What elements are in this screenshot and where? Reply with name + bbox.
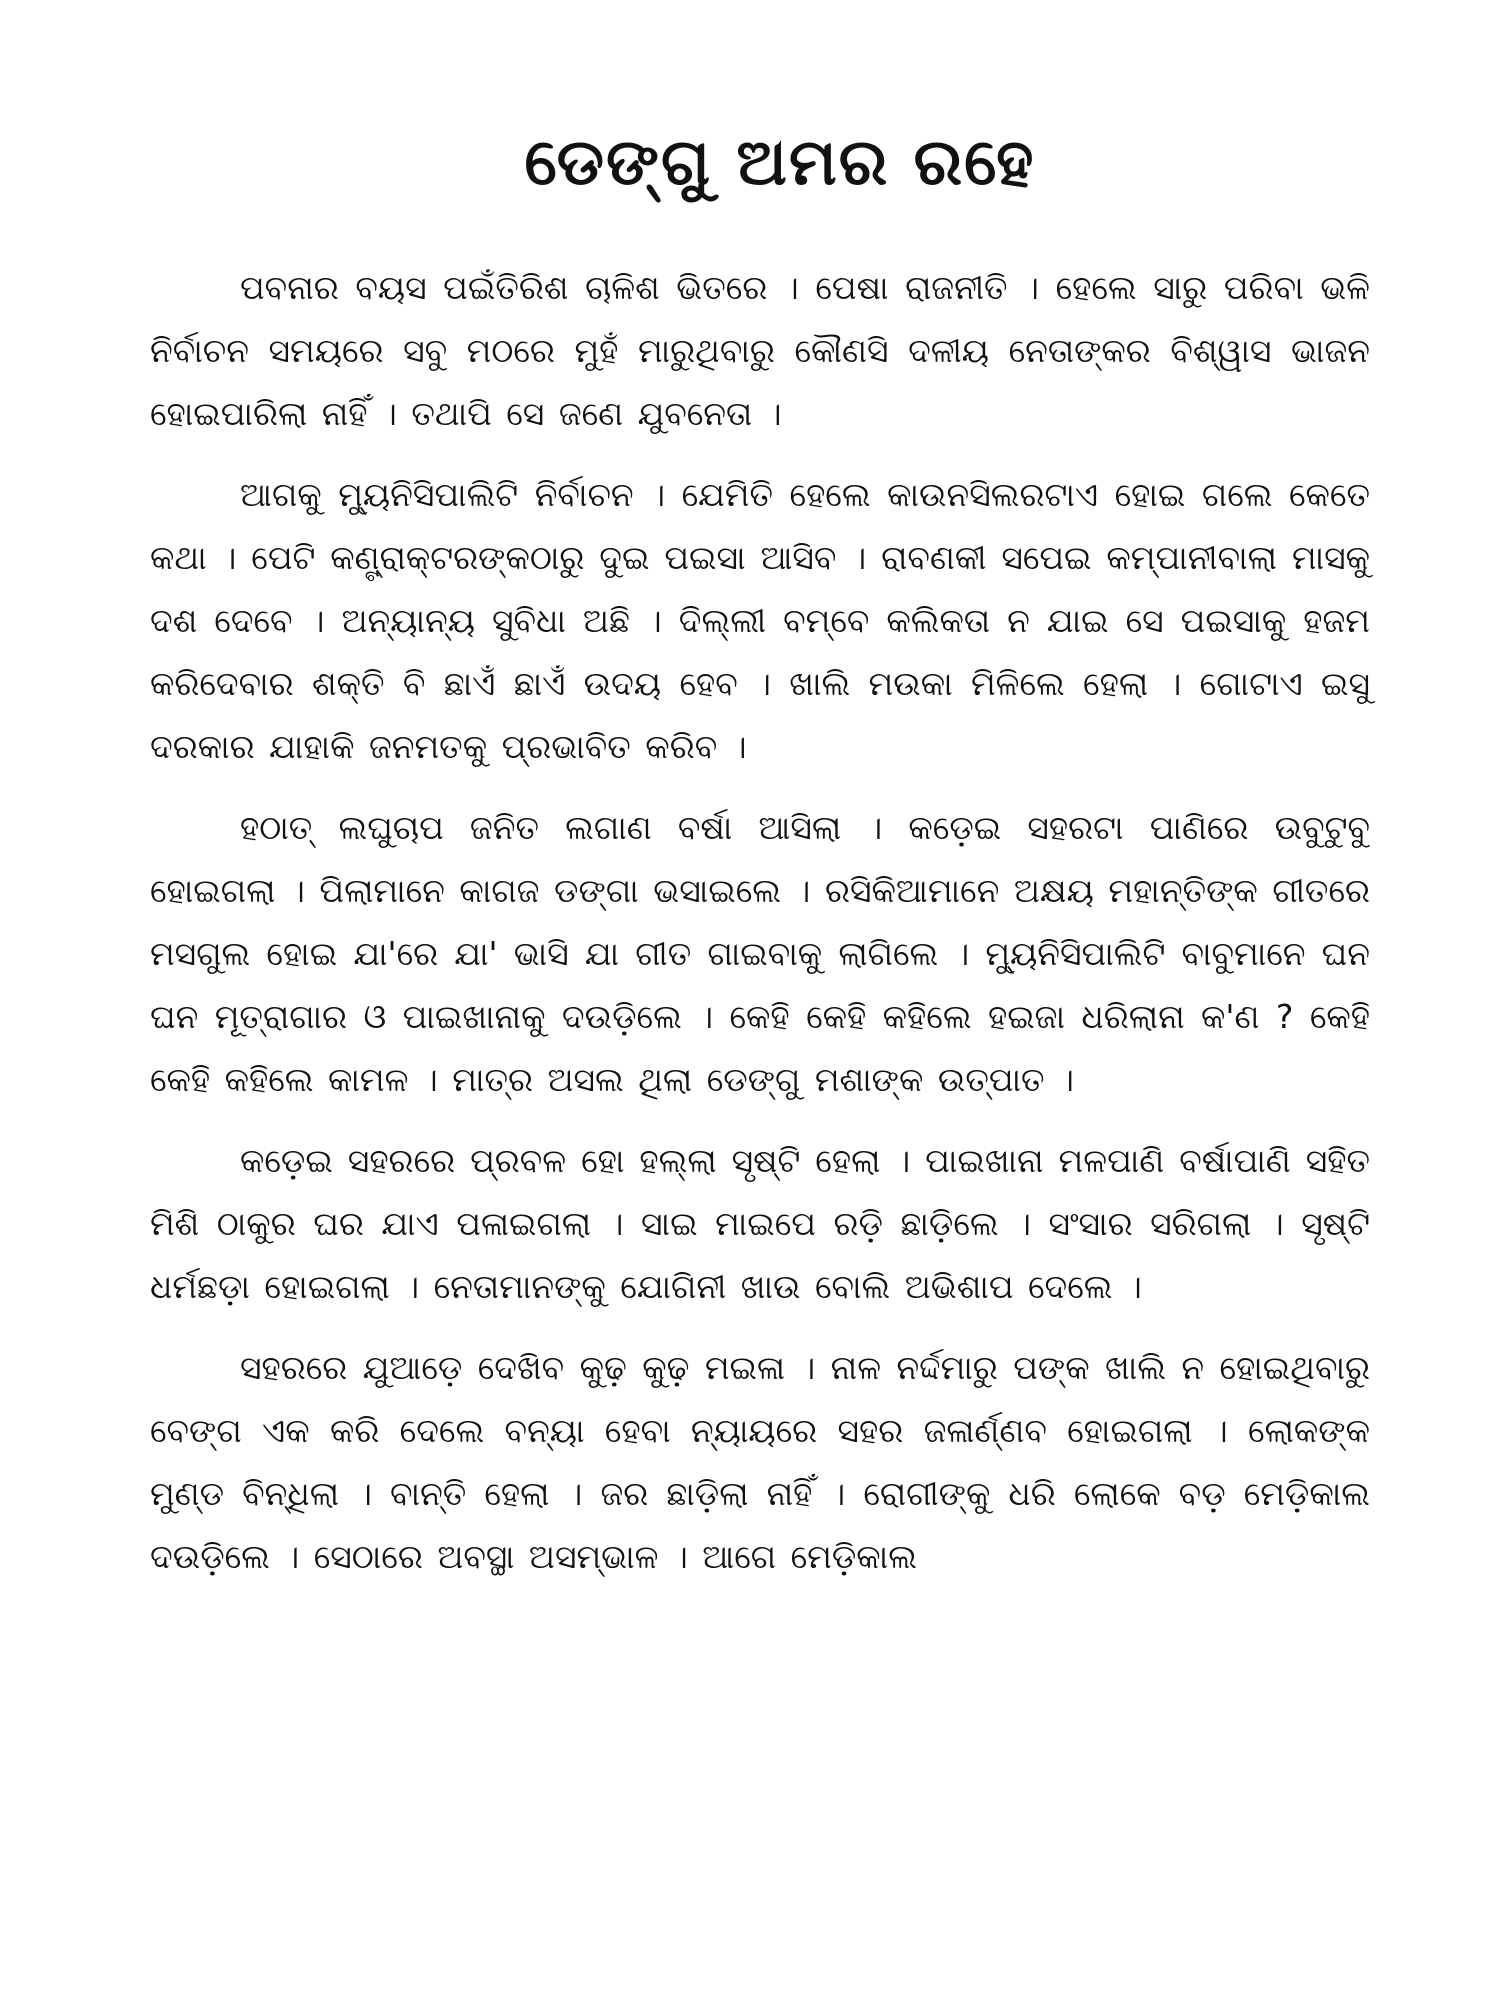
paragraph-1: ପବନାର ବୟସ ପଇଁତିରିଶ ଚାଳିଶ ଭିତରେ । ପେଷା ରାଜନୀତି । ହେଲେ ସାରୁ ପରିବା ଭଳି ନିର୍ବାଚନ ସମୟରେ ସବୁ ମଠରେ ମୁହଁ ମାରୁଥିବାରୁ କୌଣସି ଦଳୀୟ ନେତାଙ୍କର ବିଶ୍ୱାସ ଭାଜନ ହୋଇପାରିଲା ନାହିଁ । ତଥାପି ସେ ଜଣେ ଯୁବନେତା । — [150, 268, 1370, 433]
body-text — [150, 256, 1370, 1588]
document-page — [150, 115, 1370, 1955]
paragraph-4: କଡ଼େଇ ସହରରେ ପ୍ରବଳ ହୋ ହଲ୍ଲା ସୃଷ୍ଟି ହେଲା । ପାଇଖାନା ମଳପାଣି ବର୍ଷାପାଣି ସହିତ ମିଶି ଠାକୁର ଘର ଯାଏ ପଳାଇଗଲା । ସାଇ ମାଇପେ ରଡ଼ି ଛାଡ଼ିଲେ । ସଂସାର ସରିଗଲା । ସୃଷ୍ଟି ଧର୍ମଛଡ଼ା ହୋଇଗଲା । ନେତାମାନଙ୍କୁ ଯୋଗିନୀ ଖାଉ ବୋଲି ଅଭିଶାପ ଦେଲେ । — [150, 1141, 1370, 1306]
page-title: ଡେଙ୍ଗୁ ଅମର ରହେ — [524, 126, 1036, 200]
paragraph-3: ହଠାତ୍ ଲଘୁଚାପ ଜନିତ ଲଗାଣ ବର୍ଷା ଆସିଲା । କଡ଼େଇ ସହରଟା ପାଣିରେ ଉବୁଟୁବୁ ହୋଇଗଲା । ପିଲାମାନେ କାଗଜ ଡଙ୍ଗା ଭସାଇଲେ । ରସିକିଆମାନେ ଅକ୍ଷୟ ମହାନ୍ତିଙ୍କ ଗୀତରେ ମସଗୁଲ ହୋଇ ଯା'ରେ ଯା' ଭାସି ଯା ଗୀତ ଗାଇବାକୁ ଲାଗିଲେ । ମ୍ୟୁନିସିପାଲିଟି ବାବୁମାନେ ଘନ ଘନ ମୂତ୍ରାଗାର ଓ ପାଇଖାନାକୁ ଦଉଡ଼ିଲେ । କେହି କେହି କହିଲେ ହଇଜା ଧରିଲାନା କ'ଣ ? କେହି କେହି କହିଲେ କାମଳ । ମାତ୍ର ଅସଲ ଥିଲା ଡେଙ୍ଗୁ ମଶାଙ୍କ ଉତ୍ପାତ । — [150, 808, 1370, 1099]
paragraph-2: ଆଗକୁ ମ୍ୟୁନିସିପାଲିଟି ନିର୍ବାଚନ । ଯେମିତି ହେଲେ କାଉନସିଲରଟାଏ ହୋଇ ଗଲେ କେତେ କଥା । ପେଟି କଣ୍ଟ୍ରାକ୍ଟରଙ୍କଠାରୁ ଦୁଇ ପଇସା ଆସିବ । ରାବଣକୀ ସପେଇ କମ୍ପାନୀବାଲା ମାସକୁ ଦଶ ଦେବେ । ଅନ୍ୟାନ୍ୟ ସୁବିଧା ଅଛି । ଦିଲ୍ଲୀ ବମ୍ବେ କଲିକତା ନ ଯାଇ ସେ ପଇସାକୁ ହଜମ କରିଦେବାର ଶକ୍ତି ବି ଛାଏଁ ଛାଏଁ ଉଦୟ ହେବ । ଖାଲି ମଉକା ମିଳିଲେ ହେଲା । ଗୋଟାଏ ଇସୁ ଦରକାର ଯାହାକି ଜନମତକୁ ପ୍ରଭାବିତ କରିବ । — [150, 475, 1370, 766]
paragraph-5: ସହରରେ ଯୁଆଡ଼େ ଦେଖିବ କୁଢ଼ କୁଢ଼ ମଇଳା । ନାଳ ନର୍ଦ୍ଦମାରୁ ପଙ୍କ ଖାଲି ନ ହୋଇଥିବାରୁ ବେଙ୍ଗ ଏକ କରି ଦେଲେ ବନ୍ୟା ହେବା ନ୍ୟାୟରେ ସହର ଜଳାର୍ଣ୍ଣବ ହୋଇଗଲା । ଲୋକଙ୍କ ମୁଣ୍ଡ ବିନ୍ଧିଲା । ବାନ୍ତି ହେଲା । ଜର ଛାଡ଼ିଲା ନାହିଁ । ରୋଗୀଙ୍କୁ ଧରି ଲୋକେ ବଡ଼ ମେଡ଼ିକାଲ ଦଉଡ଼ିଲେ । ସେଠାରେ ଅବସ୍ଥା ଅସମ୍ଭାଳ । ଆଗେ ମେଡ଼ିକାଲ — [150, 1348, 1370, 1576]
